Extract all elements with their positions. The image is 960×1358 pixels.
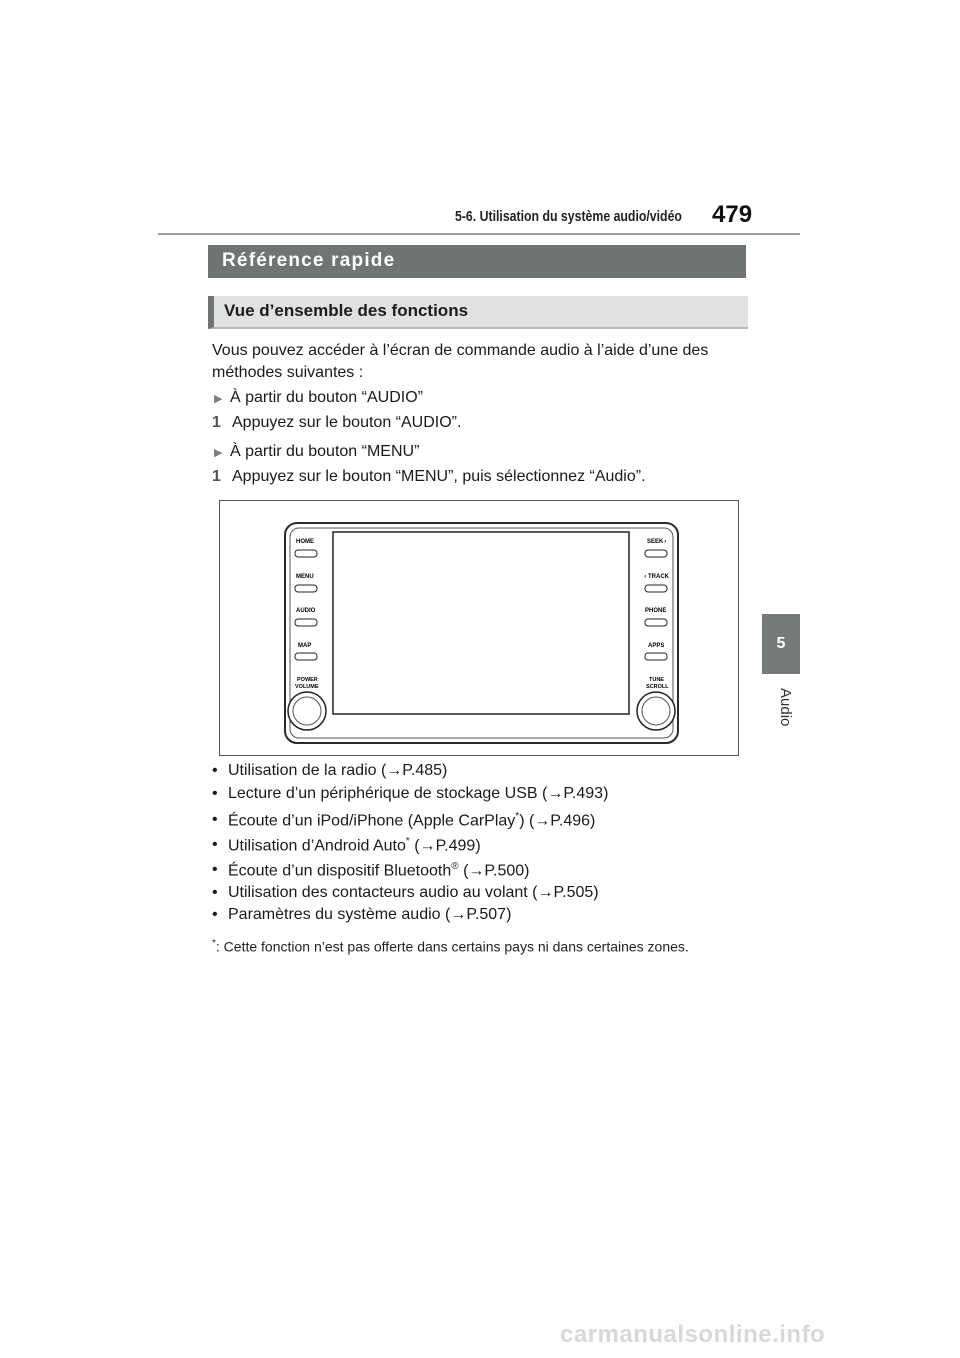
section-title: Référence rapide: [222, 250, 396, 271]
list-item: • Écoute d’un iPod/iPhone (Apple CarPlay*) (→P.496): [212, 811, 596, 830]
list-item-text: Écoute d’un iPod/iPhone (Apple CarPlay*) (→P.496): [228, 811, 596, 830]
home-button[interactable]: [295, 550, 317, 557]
list-item-text: Utilisation de la radio (→P.485): [228, 762, 448, 779]
scroll-label: SCROLL: [646, 684, 669, 690]
footnote: [212, 934, 732, 957]
list-item: • Utilisation d’Android Auto* (→P.499): [212, 836, 481, 855]
chapter-label: Audio: [777, 688, 794, 727]
method-heading: [214, 389, 423, 407]
step-item: [212, 414, 461, 432]
map-label: MAP: [298, 643, 312, 649]
method-heading-text: À partir du bouton “AUDIO”: [230, 389, 423, 406]
apps-button[interactable]: [645, 653, 667, 660]
chapter-tab[interactable]: [762, 614, 800, 674]
phone-button[interactable]: [645, 619, 667, 626]
map-button[interactable]: [295, 653, 317, 660]
step-number: 1: [212, 414, 221, 431]
watermark: carmanualsonline.info: [560, 1321, 826, 1348]
seek-arrow-icon: ›: [664, 538, 667, 545]
section-title-bar: [208, 245, 746, 278]
list-item-text: Paramètres du système audio (→P.507): [228, 906, 512, 923]
audio-label: AUDIO: [296, 608, 316, 614]
phone-label: PHONE: [645, 608, 667, 614]
list-item-text: Utilisation des contacteurs audio au volant (→P.505): [228, 884, 599, 901]
audio-button[interactable]: [295, 619, 317, 626]
home-label: HOME: [296, 539, 314, 545]
track-arrow-icon: ‹: [644, 573, 647, 580]
header-rule: [158, 233, 800, 235]
power-label: POWER: [297, 677, 318, 683]
chapter-number: 5: [776, 635, 786, 652]
seek-label: SEEK: [647, 539, 664, 545]
subsection-title-bar: [208, 296, 748, 329]
step-number: 1: [212, 468, 221, 485]
display-screen: [333, 532, 629, 714]
step-text: Appuyez sur le bouton “AUDIO”.: [232, 414, 462, 431]
tune-label: TUNE: [649, 677, 664, 683]
head-unit-figure: [219, 500, 739, 756]
section-header: 5-6. Utilisation du système audio/vidéo: [455, 208, 682, 225]
track-button[interactable]: [645, 585, 667, 592]
footnote-text: : Cette fonction n’est pas offerte dans certains pays ni dans certaines zones.: [215, 938, 689, 955]
page-number: 479: [712, 201, 753, 228]
step-item: [212, 468, 646, 486]
subsection-title: Vue d’ensemble des fonctions: [224, 301, 469, 320]
list-item: • Paramètres du système audio (→P.507): [212, 906, 512, 923]
list-item: • Utilisation de la radio (→P.485): [212, 762, 448, 779]
footnote-mark: *: [212, 938, 216, 949]
triangle-bullet-icon: ▶: [214, 446, 223, 459]
method-heading-text: À partir du bouton “MENU”: [230, 443, 420, 460]
volume-label: VOLUME: [295, 684, 319, 690]
list-item-text: Lecture d’un périphérique de stockage USB (→P.493): [228, 785, 609, 802]
method-heading: [214, 443, 419, 461]
triangle-bullet-icon: ▶: [214, 392, 223, 405]
head-unit-illustration: [220, 501, 738, 755]
step-text: Appuyez sur le bouton “MENU”, puis sélectionnez “Audio”.: [232, 468, 646, 485]
track-label: TRACK: [648, 574, 669, 580]
list-item-text: Utilisation d’Android Auto* (→P.499): [228, 836, 481, 855]
menu-button[interactable]: [295, 585, 317, 592]
list-item: • Écoute d’un dispositif Bluetooth® (→P.500): [212, 861, 530, 880]
list-item: • Lecture d’un périphérique de stockage USB (→P.493): [212, 785, 609, 802]
intro-paragraph: Vous pouvez accéder à l’écran de commande audio à l’aide d’une des méthodes suivantes :: [212, 342, 709, 381]
menu-label: MENU: [296, 574, 314, 580]
list-item-text: Écoute d’un dispositif Bluetooth® (→P.500): [228, 861, 530, 880]
list-item: • Utilisation des contacteurs audio au volant (→P.505): [212, 884, 599, 901]
apps-label: APPS: [648, 643, 665, 649]
seek-button[interactable]: [645, 550, 667, 557]
